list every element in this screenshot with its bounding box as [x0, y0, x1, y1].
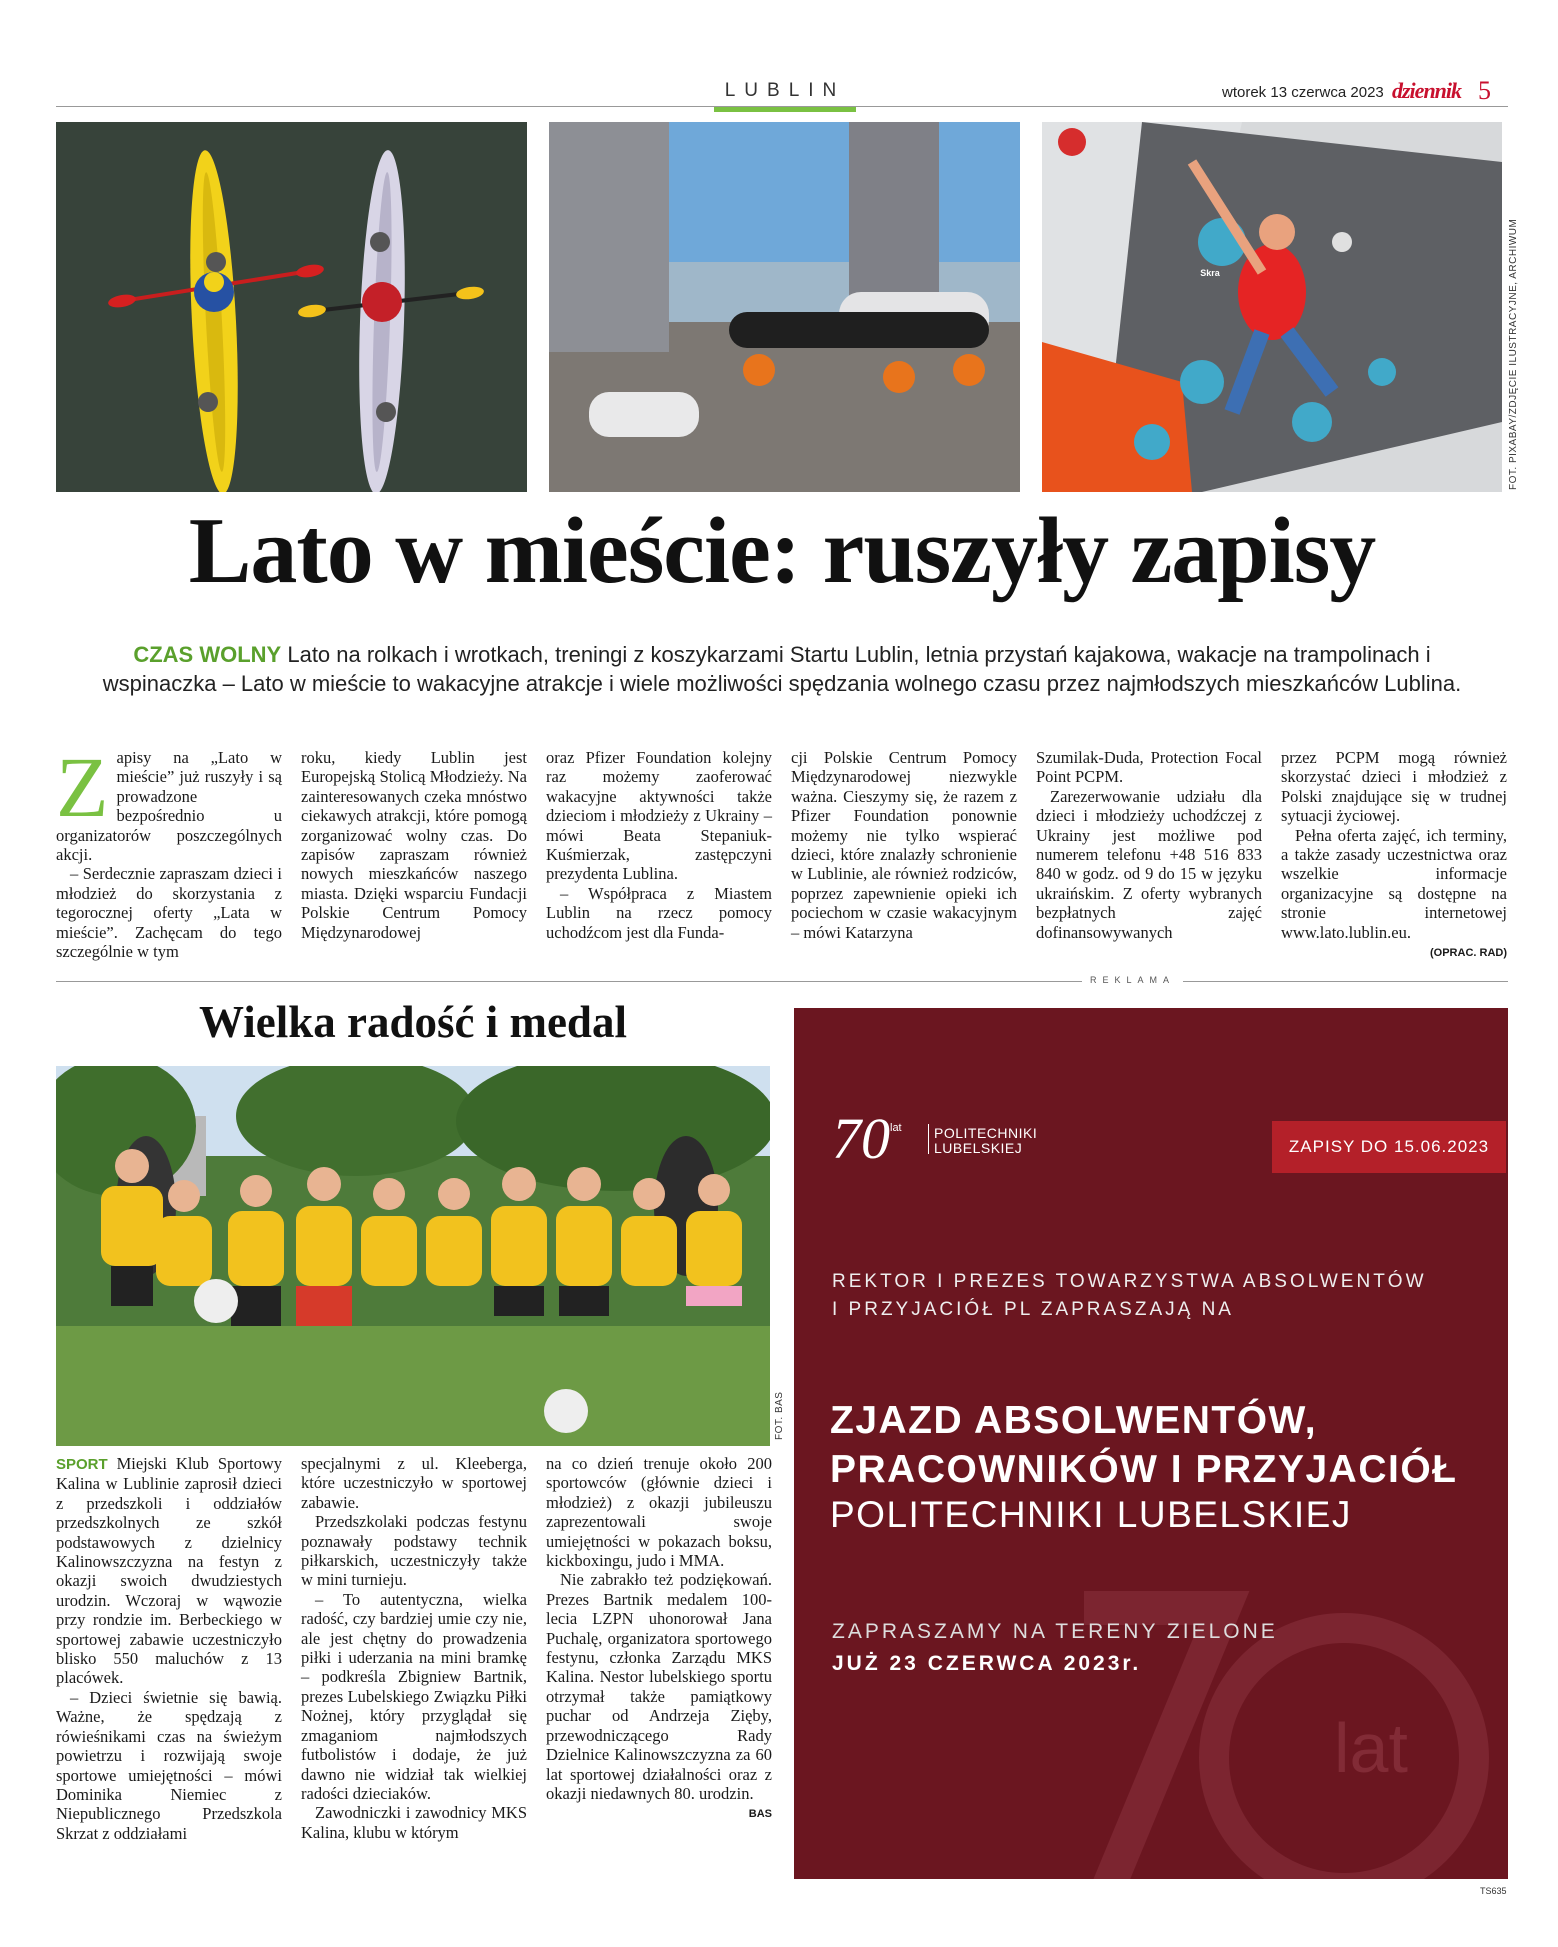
article-paragraph: przez PCPM mogą również skorzystać dzieci i młodzież z Polski znajdujące się w trudnej sytuacji życiowej.	[1281, 748, 1507, 826]
lead-kicker: CZAS WOLNY	[133, 642, 282, 667]
sport-paragraph	[56, 1454, 282, 1688]
sport-column-3	[546, 1454, 772, 1825]
photo-credit-sport: FOT. BAS	[774, 1391, 785, 1440]
sport-paragraph: Zawodniczki i zawodnicy MKS Kalina, klubu w którym	[301, 1803, 527, 1842]
anniversary-logo-number: 70	[832, 1106, 890, 1171]
article-paragraph: roku, kiedy Lublin jest Europejską Stolicą Młodzieży. Na zainteresowanych czeka mnóstwo ciekawych atrakcji, które pomogą zorganizować wolny czas. Do zapisów zapraszam również nowych mieszkańców naszego miasta. Dzięki wsparciu Fundacji Polskie Centrum Pomocy Międzynarodowej	[301, 748, 527, 942]
sport-kicker: SPORT	[56, 1456, 108, 1473]
jersey-label: Skra	[1200, 268, 1220, 278]
sport-paragraph: – To autentyczna, wielka radość, czy bardziej umie czy nie, ale jest chętny do prowadzenia piłki i uderzania na mini bramkę – podkreśla Zbigniew Bartnik, prezes Lubelskiego Związku Piłki Nożnej, który przyglądał się zmaganiom najmłodszych futbolistów i dodaje, że już dawno nie widział tak wielkiej radości dzieciaków.	[301, 1589, 527, 1803]
sport-lead-text: Miejski Klub Sportowy Kalina w Lublinie zaprosił dzieci z przedszkoli i oddziałów przedszkolnych ze szkół podstawowych z dzielnicy Kalinowszczyzna na festyn z okazji swoich dwudziestych urodzin. Wczoraj w wąwozie przy rondzie im. Berbeckiego w sportowej zabawie uczestniczyło blisko 550 maluchów z 13 placówek.	[56, 1454, 282, 1688]
article-column-1	[56, 739, 282, 962]
logo-divider	[928, 1124, 929, 1154]
section-rule	[56, 981, 1508, 982]
title-line-1: ZJAZD ABSOLWENTÓW,	[830, 1399, 1318, 1442]
sport-paragraph: – Dzieci świetnie się bawią. Ważne, że spędzają z rówieśnikami czas na świeżym powietrzu i rozwijają swoje sportowe umiejętności – mówi Dominika Niemiec z Niepublicznego Przedszkola Skrzat z oddziałami	[56, 1687, 282, 1843]
article-paragraph: oraz Pfizer Foundation kolejny raz możemy zaoferować wakacyjne aktywności także dzieciom i młodzieży z Ukrainy – mówi Beata Stepaniuk-Kuśmierzak, zastępczyni prezydenta Lublina.	[546, 748, 772, 884]
ad-title	[830, 1396, 1458, 1494]
title-line-2: PRACOWNIKÓW I PRZYJACIÓŁ	[830, 1448, 1458, 1491]
article-column-5	[1036, 748, 1262, 942]
sport-paragraph: na co dzień trenuje około 200 sportowców (głównie dzieci i młodzież) z okazji jubileuszu zaprezentowali swoje umiejętności w pokazach boksu, kickboxingu, judo i MMA.	[546, 1454, 772, 1571]
sport-column-1	[56, 1454, 282, 1843]
article-column-4	[791, 748, 1017, 942]
sport-paragraph: Nie zabrakło też podziękowań. Prezes Bartnik medalem 100-lecia LZPN uhonorował Jana Puchalę, organizatora sportowego festynu, członka Zarządu MKS Kalina. Nestor lubelskiego sportu otrzymał także pamiątkowy puchar od Andrzeja Zięby, przewodniczącego Rady Dzielnice Kalinowszczyzna za 60 lat sportowej działalności oraz z okazji niedawnych 80. urodzin.	[546, 1570, 772, 1803]
ad-date-line-1: ZAPRASZAMY NA TERENY ZIELONE	[832, 1620, 1278, 1643]
invite-line-2: I PRZYJACIÓŁ PL ZAPRASZAJĄ NA	[832, 1299, 1234, 1320]
photo-climbing	[1042, 122, 1502, 492]
issue-date: wtorek 13 czerwca 2023	[1222, 84, 1384, 101]
article-column-6	[1281, 748, 1507, 963]
logo-line-2: LUBELSKIEJ	[934, 1140, 1023, 1156]
article-paragraph: apisy na „Lato w mieście” już ruszyły i są prowadzone bezpośrednio u organizatorów poszczególnych akcji.	[56, 748, 282, 865]
sport-headline: Wielka radość i medal	[199, 997, 627, 1047]
page-number: 5	[1478, 76, 1491, 105]
ad-title-line-3: POLITECHNIKI LUBELSKIEJ	[830, 1494, 1352, 1535]
lead-text: Lato na rolkach i wrotkach, treningi z koszykarzami Startu Lublin, letnia przystań kajakowa, wakacje na trampolinach i wspinaczka – Lato w mieście to wakacyjne atrakcje i wiele możliwości spędzania wolnego czasu przez najmłodszych mieszkańców Lublina.	[102, 642, 1462, 696]
article-paragraph: cji Polskie Centrum Pomocy Międzynarodowej niezwykle ważna. Cieszymy się, że razem z Pfizer Foundation ponownie możemy nie tylko wspierać dzieci, które znalazły schronienie w Lublinie, ale również rodziców, poprzez zapewnienie opieki ich pociechom w czasie wakacyjnym – mówi Katarzyna	[791, 748, 1017, 942]
photo-kayaks	[56, 122, 527, 492]
registration-badge: ZAPISY DO 15.06.2023	[1272, 1121, 1506, 1173]
article-paragraph: Pełna oferta zajęć, ich terminy, a także zasady uczestnictwa oraz wszelkie informacje organizacyjne są dostępne na stronie internetowej www.lato.lublin.eu.	[1281, 825, 1507, 942]
logo-line-1: POLITECHNIKI	[934, 1125, 1038, 1141]
watermark-lat: lat	[1334, 1709, 1408, 1787]
advert-label: REKLAMA	[1082, 975, 1183, 985]
article-headline: Lato w mieście: ruszyły zapisy	[188, 499, 1376, 603]
newspaper-logo: dziennik	[1392, 78, 1462, 103]
article-signature: (OPRAC. RAD)	[1430, 947, 1507, 960]
photo-skateboard	[549, 122, 1020, 492]
sport-signature: BAS	[748, 1808, 772, 1821]
ad-invitation	[832, 1268, 1482, 1324]
article-paragraph: – Współpraca z Miastem Lublin na rzecz pomocy uchodźcom jest dla Funda-	[546, 883, 772, 942]
drop-cap: Z	[56, 739, 109, 835]
section-name: LUBLIN	[724, 80, 846, 101]
sport-column-2	[301, 1454, 527, 1842]
advertisement	[794, 1008, 1508, 1879]
article-paragraph: Zarezerwowanie udziału dla dzieci i młodzieży uchodźczej z Ukrainy jest możliwe pod numerem telefonu +48 516 833 840 w godz. od 9 do 15 w języku ukraińskim. Z oferty wybranych bezpłatnych zajęć dofinansowywanych	[1036, 786, 1262, 942]
section-underline	[714, 107, 856, 112]
invite-line-1: REKTOR I PREZES TOWARZYSTWA ABSOLWENTÓW	[832, 1271, 1427, 1292]
ad-date-line-2: JUŻ 23 CZERWCA 2023r.	[832, 1652, 1142, 1675]
photo-kids-team	[56, 1066, 770, 1446]
article-paragraph: Szumilak-Duda, Protection Focal Point PCPM.	[1036, 748, 1262, 787]
article-paragraph: – Serdecznie zapraszam dzieci i młodzież do skorzystania z tegorocznej oferty „Lata w mieście”. Zachęcam do tego szczególnie w tym	[56, 864, 282, 962]
anniversary-logo-lat: lat	[890, 1122, 902, 1134]
watermark-70-icon	[1044, 1568, 1504, 1879]
ad-code: TS635	[1480, 1886, 1507, 1896]
photo-credit-top: FOT. PIXABAY/ZDJĘCIE ILUSTRACYJNE, ARCHIWUM	[1508, 218, 1519, 490]
sport-paragraph: Przedszkolaki podczas festynu poznawały podstawy technik piłkarskich, uczestniczyły także w mini turnieju.	[301, 1512, 527, 1590]
article-column-3	[546, 748, 772, 942]
article-column-2	[301, 748, 527, 942]
sport-paragraph: specjalnymi z ul. Kleeberga, które uczestniczyło w sportowej zabawie.	[301, 1454, 527, 1512]
anniversary-logo-text	[934, 1126, 1037, 1156]
article-lead	[96, 640, 1468, 698]
